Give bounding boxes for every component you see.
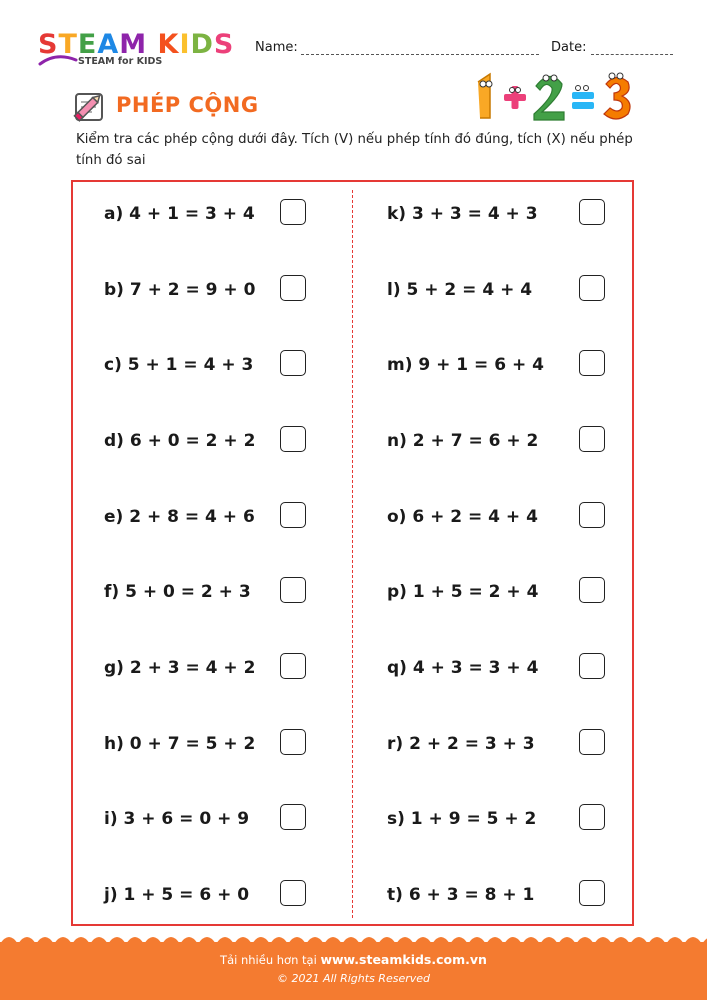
steam-kids-logo [38,30,238,76]
answer-checkbox[interactable] [579,880,605,906]
problem-text: g) 2 + 3 = 4 + 2 [104,658,256,678]
footer-site-link[interactable]: www.steamkids.com.vn [320,952,487,967]
problem-text: k) 3 + 3 = 4 + 3 [387,204,538,224]
date-field[interactable] [551,40,586,55]
problem-text: f) 5 + 0 = 2 + 3 [104,582,251,602]
problem-text: i) 3 + 6 = 0 + 9 [104,809,250,829]
problem-text: j) 1 + 5 = 6 + 0 [104,885,250,905]
logo-swoosh-icon [38,54,78,68]
answer-checkbox[interactable] [579,804,605,830]
answer-checkbox[interactable] [579,502,605,528]
problem-text: q) 4 + 3 = 3 + 4 [387,658,539,678]
answer-checkbox[interactable] [579,275,605,301]
instructions: Kiểm tra các phép cộng dưới đây. Tích (V) nếu phép tính đó đúng, tích (X) nếu phép tính đó sai [76,132,633,168]
mascot-plus-icon [504,86,526,109]
problem-text: h) 0 + 7 = 5 + 2 [104,734,256,754]
answer-checkbox[interactable] [579,350,605,376]
problem-text: o) 6 + 2 = 4 + 4 [387,507,538,527]
logo-letter: M [119,29,148,60]
problem-text: b) 7 + 2 = 9 + 0 [104,280,256,300]
answer-checkbox[interactable] [280,502,306,528]
logo-letter: S [38,29,59,60]
pencil-paper-icon [70,88,110,124]
logo-letter: E [77,29,98,60]
answer-checkbox[interactable] [280,577,306,603]
answer-checkbox[interactable] [280,275,306,301]
answer-checkbox[interactable] [579,199,605,225]
problem-text: c) 5 + 1 = 4 + 3 [104,355,254,375]
problem-text: m) 9 + 1 = 6 + 4 [387,355,544,375]
problem-text: p) 1 + 5 = 2 + 4 [387,582,539,602]
name-field[interactable] [255,40,298,55]
footer-band [0,942,707,1000]
problem-text: e) 2 + 8 = 4 + 6 [104,507,255,527]
mascot-equals-icon [572,86,594,110]
logo-letter: A [97,29,120,60]
answer-checkbox[interactable] [280,729,306,755]
logo-letter: I [179,29,191,60]
problem-text: a) 4 + 1 = 3 + 4 [104,204,255,224]
mascot-three-icon [604,73,630,119]
answer-checkbox[interactable] [280,804,306,830]
problem-text: s) 1 + 9 = 5 + 2 [387,809,537,829]
column-divider [352,190,353,918]
logo-letter: T [58,29,78,60]
answer-checkbox[interactable] [579,577,605,603]
name-line[interactable] [301,54,539,55]
answer-checkbox[interactable] [280,199,306,225]
mascot-two-icon [534,75,564,120]
footer-copyright: © 2021 All Rights Reserved [276,972,430,985]
date-line[interactable] [591,54,673,55]
logo-tagline: STEAM for KIDS [78,56,163,67]
logo-letter: K [157,29,180,60]
logo-letter: S [213,29,235,60]
page-title: PHÉP CỘNG [116,93,259,117]
mascot-one-icon [478,74,492,118]
answer-checkbox[interactable] [579,653,605,679]
answer-checkbox[interactable] [579,729,605,755]
problem-text: d) 6 + 0 = 2 + 2 [104,431,256,451]
answer-checkbox[interactable] [280,880,306,906]
answer-checkbox[interactable] [280,426,306,452]
problem-text: t) 6 + 3 = 8 + 1 [387,885,535,905]
answer-checkbox[interactable] [280,653,306,679]
date-label: Date: [551,40,587,55]
answer-checkbox[interactable] [280,350,306,376]
problem-text: n) 2 + 7 = 6 + 2 [387,431,539,451]
problem-text: r) 2 + 2 = 3 + 3 [387,734,535,754]
name-label: Name: [255,40,298,55]
footer-download-text [0,952,707,967]
problem-text: l) 5 + 2 = 4 + 4 [387,280,533,300]
number-mascots-icon [466,68,642,124]
answer-checkbox[interactable] [579,426,605,452]
logo-letter: D [190,29,214,60]
footer-prefix: Tải nhiều hơn tại [220,953,321,967]
